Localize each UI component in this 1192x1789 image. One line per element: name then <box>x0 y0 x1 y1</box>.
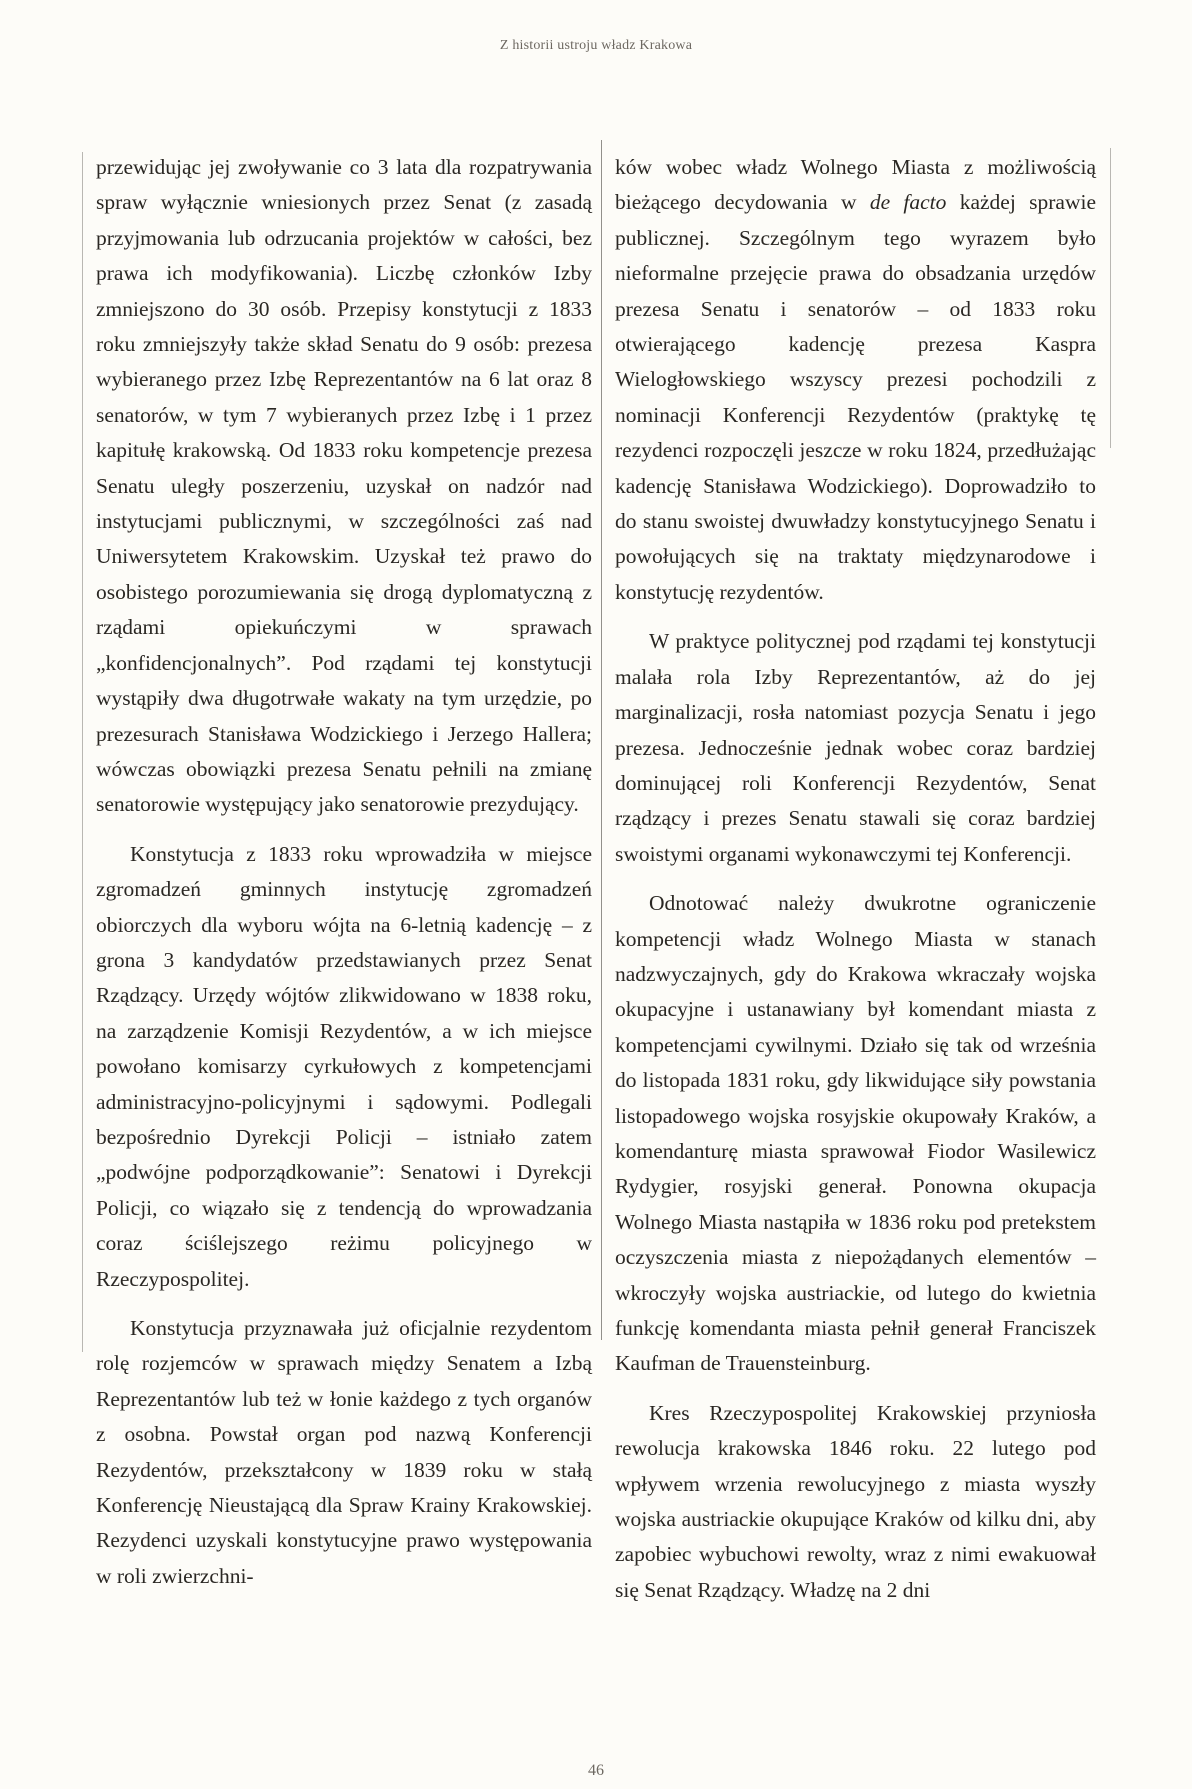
column-divider <box>601 140 602 1340</box>
paragraph: Konstytucja z 1833 roku wprowadziła w miejsce zgromadzeń gminnych instytucję zgromadzeń obiorczych dla wyboru wójta na 6-letnią kadencję – z grona 3 kandydatów przedstawianych przez Senat Rządzący. Urzędy wójtów zlikwidowano w 1838 roku, na zarządzenie Komisji Rezydentów, a w ich miejsce powołano komisarzy cyrkułowych z kompetencjami administracyjno-policyjnymi i sądowymi. Podlegali bezpośrednio Dyrekcji Policji – istniało zatem „podwójne podporządkowanie”: Senatowi i Dyrekcji Policji, co wiązało się z tendencją do wprowadzania coraz ściślejszego reżimu policyjnego w Rzeczypospolitej. <box>96 841 592 1291</box>
paragraph: Odnotować należy dwukrotne ograniczenie kompetencji władz Wolnego Miasta w stanach nadzwyczajnych, gdy do Krakowa wkraczały wojska okupacyjne i ustanawiany był komendant miasta z kompetencjami cywilnymi. Działo się tak od września do listopada 1831 roku, gdy likwidujące siły powstania listopadowego wojska rosyjskie okupowały Kraków, a komendanturę miasta sprawował Fiodor Wasilewicz Rydygier, rosyjski generał. Ponowna okupacja Wolnego Miasta nastąpiła w 1836 roku pod pretekstem oczyszczenia miasta z niepożądanych elementów – wkroczyły wojska austriackie, od lutego do kwietnia funkcję komendanta miasta pełnił generał Franciszek Kaufman de Trauensteinburg. <box>615 891 1096 1376</box>
paragraph: W praktyce politycznej pod rządami tej konstytucji malała rola Izby Reprezentantów, aż do jej marginalizacji, rosła natomiast pozycja Senatu i jego prezesa. Jednocześnie jednak wobec coraz bardziej dominującej roli Konferencji Rezydentów, Senat rządzący i prezes Senatu stawali się coraz bardziej swoistymi organami wykonawczymi tej Konferencji. <box>615 629 1096 866</box>
paragraph <box>615 150 1096 610</box>
text-run: ków wobec władz Wolnego Miasta z możliwością bieżącego decydowania w <box>615 155 1096 215</box>
paragraph: Konstytucja przyznawała już oficjalnie rezydentom rolę rozjemców w sprawach między Senatem a Izbą Reprezentantów lub też w łonie każdego z tych organów z osobna. Powstał organ pod nazwą Konferencji Rezydentów, przekształcony w 1839 roku w stałą Konferencję Nieustającą dla Spraw Krainy Krakowskiej. Rezydenci uzyskali konstytucyjne prawo występowania w roli zwierzchni- <box>96 1316 592 1588</box>
left-column <box>96 150 592 1594</box>
left-margin-line <box>82 152 83 1352</box>
paragraph: Kres Rzeczypospolitej Krakowskiej przyniosła rewolucja krakowska 1846 roku. 22 lutego pod wpływem wrzenia rewolucyjnego z miasta wyszły wojska austriackie okupujące Kraków od kilku dni, aby zapobiec wybuchowi rewolty, wraz z nimi ewakuował się Senat Rządzący. Władzę na 2 dni <box>615 1400 1096 1602</box>
right-column <box>615 150 1096 1608</box>
running-title: Z historii ustroju władz Krakowa <box>499 38 693 53</box>
page-number: 46 <box>588 1762 604 1779</box>
paragraph: przewidując jej zwoływanie co 3 lata dla rozpatrywania spraw wyłącznie wniesionych przez Senat (z zasadą przyjmowania lub odrzucania projektów w całości, bez prawa ich modyfikowania). Liczbę członków Izby zmniejszono do 30 osób. Przepisy konstytucji z 1833 roku zmniejszyły także skład Senatu do 9 osób: prezesa wybieranego przez Izbę Reprezentantów na 6 lat oraz 8 senatorów, w tym 7 wybieranych przez Izbę i 1 przez kapitułę krakowską. Od 1833 roku kompetencje prezesa Senatu uległy poszerzeniu, uzyskał on nadzór nad instytucjami publicznymi, w szczególności zaś nad Uniwersytetem Krakowskim. Uzyskał też prawo do osobistego porozumiewania się drogą dyplomatyczną z rządami opiekuńczymi w sprawach „konfidencjonalnych”. Pod rządami tej konstytucji wystąpiły dwa długotrwałe wakaty na tym urzędzie, po prezesurach Stanisława Wodzickiego i Jerzego Hallera; wówczas obowiązki prezesa Senatu pełnili na zmianę senatorowie występujący jako senatorowie prezydujący. <box>96 155 592 817</box>
italic-term: de facto <box>869 190 947 215</box>
text-run: każdej sprawie publicznej. Szczególnym tego wyrazem było nieformalne przejęcie prawa do obsadzania urzędów prezesa Senatu i senatorów – od 1833 roku otwierającego kadencję prezesa Kaspra Wielogłowskiego wszyscy prezesi pochodzili z nominacji Konferencji Rezydentów (praktykę tę rezydenci rozpoczęli jeszcze w roku 1824, przedłużając kadencję Stanisława Wodzickiego). Doprowadziło to do stanu swoistej dwuwładzy konstytucyjnego Senatu i powołujących się na traktaty międzynarodowe i konstytucję rezydentów. <box>615 190 1096 604</box>
right-margin-line <box>1110 148 1111 448</box>
